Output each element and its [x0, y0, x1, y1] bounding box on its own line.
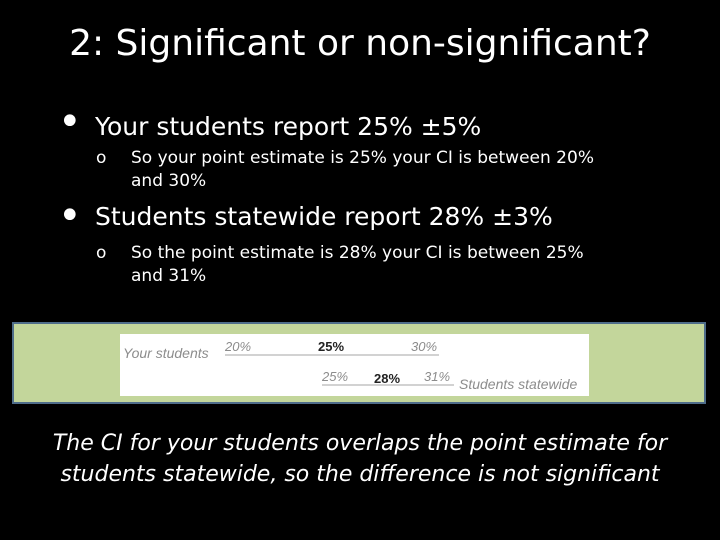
your-students-ci-low: 20% — [225, 339, 252, 354]
bullet-marker: • — [58, 99, 82, 145]
conclusion-text — [0, 428, 720, 490]
slide-title: 2: Significant or non-significant? — [69, 23, 651, 64]
ci-comparison-figure — [120, 334, 589, 396]
sub-bullet-line: So your point estimate is 25% your CI is between 20% — [131, 148, 594, 168]
sub-bullet-line: and 30% — [131, 171, 207, 191]
sub-bullet-line: and 31% — [131, 266, 207, 286]
your-students-point: 25% — [318, 339, 345, 354]
bullet-statewide: Students statewide report 28% ±3% — [95, 202, 553, 231]
sub-bullet-line: So the point estimate is 28% your CI is between 25% — [131, 243, 584, 263]
conclusion-line: students statewide, so the difference is not significant — [60, 462, 660, 487]
your-students-label: Your students — [123, 345, 209, 361]
statewide-point: 28% — [374, 371, 401, 386]
sub-bullet-your-students — [131, 147, 671, 193]
your-students-ci-high: 30% — [411, 339, 438, 354]
bullet-your-students: Your students report 25% ±5% — [95, 112, 482, 141]
conclusion-line: The CI for your students overlaps the point estimate for — [52, 431, 668, 456]
sub-bullet-marker: o — [96, 148, 107, 168]
statewide-label: Students statewide — [459, 376, 578, 392]
sub-bullet-statewide — [131, 242, 671, 288]
statewide-ci-high: 31% — [424, 369, 451, 384]
statewide-ci-low: 25% — [322, 369, 349, 384]
bullet-marker: • — [58, 193, 82, 239]
ci-comparison-svg — [120, 334, 589, 396]
sub-bullet-marker: o — [96, 243, 107, 263]
